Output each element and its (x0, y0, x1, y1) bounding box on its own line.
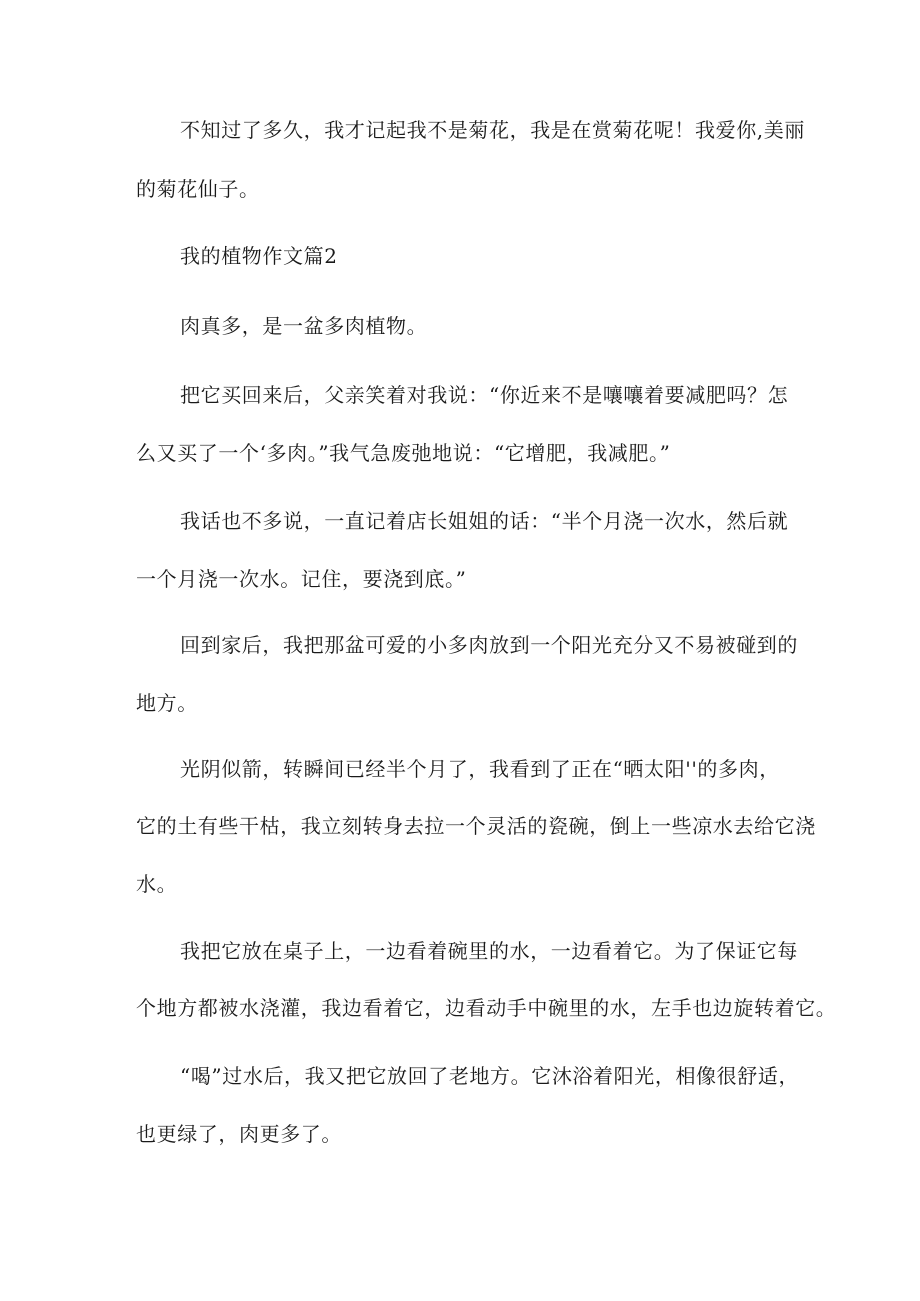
paragraph-line: 的菊花仙子。 (136, 177, 260, 201)
paragraph-line: 我话也不多说，一直记着店长姐姐的话：“半个月浇一次水，然后就 (180, 509, 789, 533)
section-heading: 我的植物作文篇2 (180, 244, 338, 268)
paragraph-line: 一个月浇一次水。记住，要浇到底。” (136, 567, 467, 591)
paragraph-line: 我把它放在桌子上，一边看着碗里的水，一边看着它。为了保证它每 (180, 939, 798, 963)
paragraph-line: 个地方都被水浇灌，我边看着它，边看动手中碗里的水，左手也边旋转着它。 (136, 996, 837, 1020)
paragraph-line: 它的土有些干枯，我立刻转身去拉一个灵活的瓷碗，倒上一些凉水去给它浇 (136, 814, 816, 838)
paragraph-line: 水。 (136, 872, 178, 896)
paragraph-line: 肉真多，是一盆多肉植物。 (180, 314, 428, 338)
paragraph-line: 光阴似箭，转瞬间已经半个月了，我看到了正在“晒太阳''的多肉， (180, 757, 780, 781)
paragraph-line: 么又买了一个‘多肉。”我气急废弛地说：“它增肥，我减肥。” (136, 441, 671, 465)
paragraph-line: 地方。 (136, 691, 198, 715)
paragraph-line: “喝”过水后，我又把它放回了老地方。它沐浴着阳光，相像很舒适， (180, 1064, 800, 1088)
paragraph-line: 把它买回来后，父亲笑着对我说：“你近来不是嚷嚷着要减肥吗？怎 (180, 383, 789, 407)
paragraph-line: 也更绿了，肉更多了。 (136, 1122, 342, 1146)
paragraph-line: 回到家后，我把那盆可爱的小多肉放到一个阳光充分又不易被碰到的 (180, 633, 798, 657)
paragraph-line: 不知过了多久，我才记起我不是菊花，我是在赏菊花呢！我爱你,美丽 (180, 118, 805, 142)
